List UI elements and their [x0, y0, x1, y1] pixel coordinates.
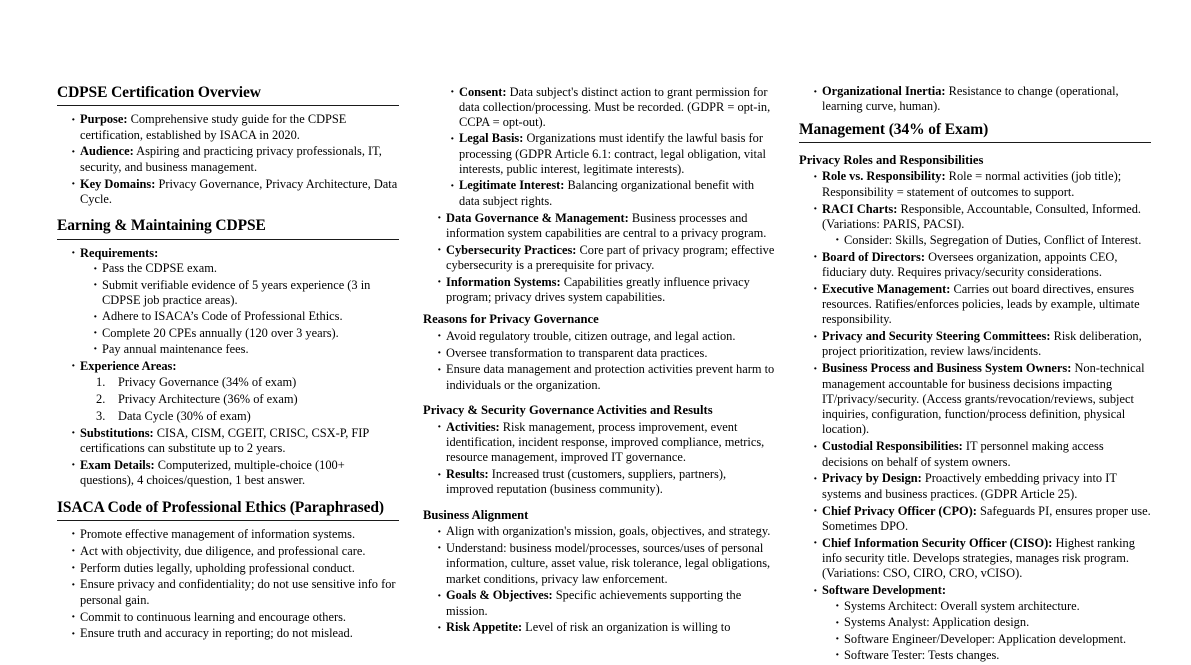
list-item: [813, 536, 1151, 582]
list-item: [71, 177, 399, 208]
content-block: [57, 217, 399, 488]
column-2: [423, 84, 775, 635]
list-item-text: Promote effective management of information systems.: [80, 526, 356, 541]
bullet-list: [57, 246, 399, 489]
list-item-text: Comprehensive study guide for the CDPSE certification, established by ISACA in 2020.: [80, 112, 347, 142]
list-item-text: Organizations must identify the lawful basis for processing (GDPR Article 6.1: contract, legal obligation, vital interests, public interest, legitimate interests).: [459, 131, 766, 177]
list-item: [437, 588, 775, 619]
heading-rule: [57, 105, 399, 106]
list-item-lead: Consent:: [459, 84, 507, 99]
list-item: [813, 84, 1151, 115]
list-item: · Submit verifiable evidence of 5 years experience (3 in CDPSE job practice areas).: [93, 278, 399, 309]
numbered-list: [80, 375, 399, 424]
bullet-list: [799, 169, 1151, 663]
list-item-text: Responsible, Accountable, Consulted, Informed. (Variations: PARIS, PACSI).: [822, 201, 1142, 231]
list-item-lead: Cybersecurity Practices:: [446, 242, 577, 257]
list-item: [71, 426, 399, 457]
subsection-heading: Reasons for Privacy Governance: [423, 312, 599, 327]
list-item-lead: Experience Areas:: [80, 358, 177, 373]
list-item: · Pass the CDPSE exam.: [93, 261, 399, 276]
list-item-text: Data subject's distinct action to grant permission for data collection/processing. Must be recorded. (GDPR = opt-in, CCPA = opt-out).: [459, 84, 771, 130]
numbered-list-item: Data Cycle (30% of exam): [118, 408, 251, 423]
list-item: [437, 524, 775, 539]
list-item-text: Increased trust (customers, suppliers, partners), improved reputation (business community).: [446, 467, 727, 497]
list-item-lead: Audience:: [80, 144, 134, 159]
list-item-text: CISA, CISM, CGEIT, CRISC, CSX-P, FIP certifications can substitute up to 2 years.: [80, 425, 369, 456]
list-item: [437, 346, 775, 361]
section-heading: ISACA Code of Professional Ethics (Paraphrased): [57, 498, 384, 516]
list-item-text: Align with organization's mission, goals, objectives, and strategy.: [446, 524, 771, 539]
list-item-text: Core part of privacy program; effective cybersecurity is a prerequisite for privacy.: [446, 242, 775, 272]
list-item-lead: Business Process and Business System Owners:: [822, 361, 1072, 376]
list-item: [71, 458, 399, 489]
list-item-lead: Board of Directors:: [822, 249, 925, 264]
list-item: · Consider: Skills, Segregation of Duties, Conflict of Interest.: [835, 233, 1151, 248]
content-block: [799, 84, 1151, 115]
list-item-text: Business processes and information system capabilities are central to a privacy program.: [446, 210, 767, 240]
bullet-list: [423, 85, 775, 306]
list-item-lead: Exam Details:: [80, 457, 155, 472]
list-item: · Systems Architect: Overall system architecture.: [835, 599, 1151, 614]
list-item-lead: Chief Information Security Officer (CISO):: [822, 535, 1053, 550]
list-item-text: Ensure truth and accuracy in reporting; do not mislead.: [80, 626, 353, 641]
column-1: [57, 84, 399, 641]
list-item: [813, 583, 1151, 663]
list-item-lead: Requirements:: [80, 245, 159, 260]
list-item-text: Oversee transformation to transparent data practices.: [446, 345, 708, 360]
list-item-lead: Executive Management:: [822, 281, 951, 296]
list-item: [71, 246, 399, 358]
section-heading: Earning & Maintaining CDPSE: [57, 217, 266, 235]
list-item-text: Ensure data management and protection activities prevent harm to individuals or the organization.: [446, 362, 775, 392]
list-item: [71, 359, 399, 425]
list-item-lead: Risk Appetite:: [446, 620, 523, 635]
bullet-list: [799, 84, 1151, 115]
numbered-list-item: Privacy Architecture (36% of exam): [118, 391, 298, 406]
list-item-lead: Information Systems:: [446, 274, 561, 289]
list-item: [437, 243, 775, 274]
subsection-heading: Business Alignment: [423, 507, 529, 522]
list-item: [71, 112, 399, 143]
list-item-text: Ensure privacy and confidentiality; do not use sensitive info for personal gain.: [80, 577, 396, 607]
section-heading: Management (34% of Exam): [799, 120, 989, 138]
list-item-text: Highest ranking info security title. Develops strategies, manages risk program. (Variations: CSO, CIRO, CRO, vCISO).: [822, 535, 1135, 581]
list-item-text: Perform duties legally, upholding professional conduct.: [80, 560, 355, 575]
nested-list: [437, 85, 775, 210]
list-item-text: Risk management, process improvement, event identification, incident response, improved compliance, metrics, resource management, improved IT governance.: [446, 419, 765, 465]
list-item: [813, 250, 1151, 281]
list-item-lead: Results:: [446, 467, 489, 481]
list-item-lead: Legitimate Interest:: [459, 178, 565, 193]
list-item: [813, 282, 1151, 328]
list-item-text: Privacy Governance, Privacy Architecture, Data Cycle.: [80, 176, 398, 206]
list-item: · Complete 20 CPEs annually (120 over 3 years).: [93, 326, 399, 341]
list-item-text: Specific achievements supporting the mission.: [446, 588, 742, 618]
list-item: [450, 85, 775, 131]
list-item-text: Risk deliberation, project prioritization, review laws/incidents.: [822, 329, 1142, 359]
list-item-text: Balancing organizational benefit with data subject rights.: [459, 178, 755, 208]
nested-list: [822, 599, 1151, 663]
list-item-text: Safeguards PI, ensures proper use. Sometimes DPO.: [822, 503, 1151, 533]
column-3: [799, 84, 1151, 662]
list-item-text: Computerized, multiple-choice (100+ questions), 4 choices/question, 1 best answer.: [80, 457, 345, 488]
list-item-text: IT personnel making access decisions on behalf of system owners.: [822, 439, 1104, 469]
list-item: [71, 561, 399, 576]
list-item: [437, 329, 775, 344]
list-item-lead: Goals & Objectives:: [446, 588, 553, 603]
list-item: [450, 178, 775, 209]
list-item: [437, 541, 775, 587]
list-item-lead: Privacy by Design:: [822, 471, 922, 486]
list-item: [437, 620, 775, 635]
list-item-text: Proactively embedding privacy into IT systems and business practices. (GDPR Article 25).: [822, 471, 1117, 501]
list-item: [437, 362, 775, 393]
list-item-lead: Software Development:: [822, 583, 946, 598]
three-column-layout: [57, 84, 1151, 662]
list-item: [71, 527, 399, 542]
heading-rule: [57, 520, 399, 521]
list-item-text: Capabilities greatly influence privacy program; privacy drives system capabilities.: [446, 274, 750, 305]
list-item-lead: Substitutions:: [80, 425, 154, 440]
list-item: [450, 131, 775, 177]
list-item-lead: Chief Privacy Officer (CPO):: [822, 503, 977, 518]
list-item-text: Avoid regulatory trouble, citizen outrage, and legal action.: [446, 328, 736, 343]
list-item-lead: RACI Charts:: [822, 201, 898, 216]
list-item: · Software Tester: Tests changes.: [835, 648, 1151, 663]
list-item: [437, 467, 775, 498]
bullet-list: [423, 329, 775, 393]
content-block: [423, 508, 775, 636]
content-block: [57, 84, 399, 207]
list-item-lead: Custodial Responsibilities:: [822, 439, 963, 454]
list-item-lead: Legal Basis:: [459, 131, 524, 146]
list-item-lead: Data Governance & Management:: [446, 210, 629, 225]
list-item-text: Resistance to change (operational, learning curve, human).: [822, 84, 1119, 114]
list-item: [813, 361, 1151, 438]
list-item: [813, 169, 1151, 200]
content-block: [57, 499, 399, 642]
list-item: [71, 577, 399, 608]
list-item: [813, 202, 1151, 248]
list-item-text: Level of risk an organization is willing to: [522, 620, 731, 635]
list-item: · Adhere to ISACA’s Code of Professional Ethics.: [93, 309, 399, 324]
content-block: [423, 85, 775, 306]
subsection-heading: Privacy Roles and Responsibilities: [799, 152, 984, 167]
heading-rule: [799, 142, 1151, 143]
numbered-list-item: Privacy Governance (34% of exam): [118, 375, 297, 390]
bullet-list: [423, 524, 775, 636]
list-item: [813, 471, 1151, 502]
list-item-text: Act with objectivity, due diligence, and professional care.: [80, 543, 366, 558]
list-item: [813, 329, 1151, 360]
bullet-list: [57, 112, 399, 207]
list-item-text: Non-technical management accountable for business decisions impacting IT/privacy/security. (Access grants/revocation/reviews, subject inquiries, configuration, function/process definition, physical location).: [822, 361, 1145, 437]
list-item: [437, 85, 775, 210]
nested-list: [822, 233, 1151, 248]
list-item-text: Understand: business model/processes, sources/uses of personal information, culture, asset value, risk tolerance, legal obligations, market conditions, privacy law enforcement.: [446, 540, 771, 586]
list-item-lead: Purpose:: [80, 112, 128, 127]
subsection-heading: Privacy & Security Governance Activities and Results: [423, 403, 713, 418]
list-item-lead: Key Domains:: [80, 176, 156, 191]
list-item-lead: Privacy and Security Steering Committees:: [822, 329, 1051, 344]
list-item: [71, 144, 399, 175]
content-block: [799, 121, 1151, 143]
bullet-list: [423, 420, 775, 498]
nested-list: [80, 261, 399, 357]
list-item: [71, 610, 399, 625]
heading-rule: [57, 239, 399, 240]
list-item-text: Commit to continuous learning and encourage others.: [80, 609, 346, 624]
list-item-lead: Role vs. Responsibility:: [822, 169, 946, 184]
content-block: [423, 312, 775, 393]
list-item-lead: Organizational Inertia:: [822, 84, 946, 98]
list-item: [71, 626, 399, 641]
list-item: [437, 420, 775, 466]
list-item: · Software Engineer/Developer: Application development.: [835, 632, 1151, 647]
content-block: [423, 403, 775, 498]
bullet-list: [57, 527, 399, 642]
list-item-lead: Activities:: [446, 419, 500, 434]
list-item: · Pay annual maintenance fees.: [93, 342, 399, 357]
list-item-text: Role = normal activities (job title); Responsibility = statement of outcomes to support.: [822, 169, 1122, 199]
list-item-text: Aspiring and practicing privacy professionals, IT, security, and business management.: [80, 144, 382, 174]
list-item: [71, 544, 399, 559]
list-item: [813, 439, 1151, 470]
section-heading: CDPSE Certification Overview: [57, 84, 261, 101]
list-item-text: Carries out board directives, ensures resources. Ratifies/enforces policies, leads by example, ultimate responsibility.: [822, 281, 1140, 327]
content-block: [799, 153, 1151, 663]
list-item: · Systems Analyst: Application design.: [835, 615, 1151, 630]
list-item: [437, 275, 775, 306]
list-item-text: Oversees organization, appoints CEO, fiduciary duty. Requires privacy/security considerations.: [822, 249, 1118, 279]
list-item: [813, 504, 1151, 535]
list-item: [437, 211, 775, 242]
